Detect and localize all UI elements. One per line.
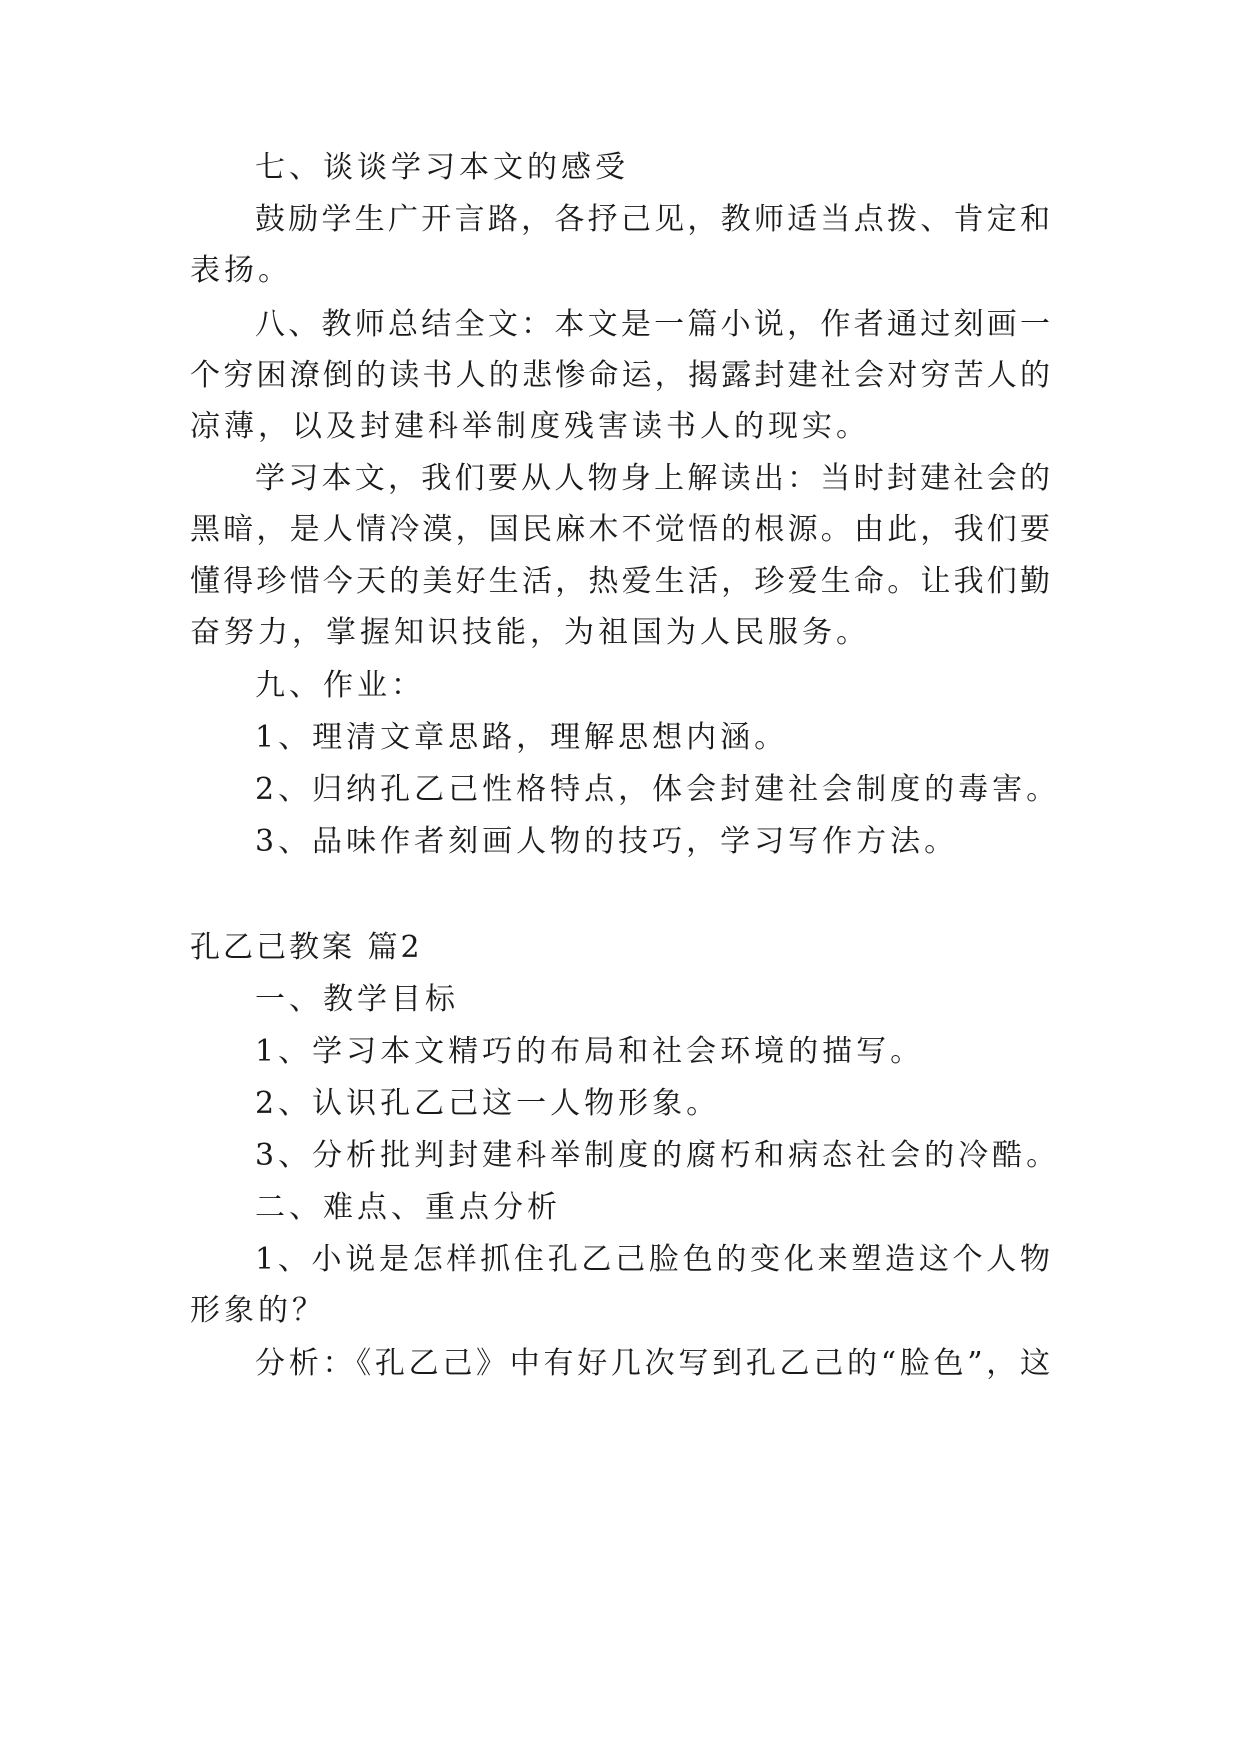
paragraph-line: 凉薄，以及封建科举制度残害读书人的现实。	[190, 409, 870, 444]
homework-item: 1、理清文章思路，理解思想内涵。	[255, 720, 789, 755]
paragraph-line: 黑暗，是人情冷漠，国民麻木不觉悟的根源。由此，我们要	[190, 512, 1050, 547]
heading-one: 一、教学目标	[255, 982, 459, 1017]
paragraph-line: 奋努力，掌握知识技能，为祖国为人民服务。	[190, 615, 870, 650]
paragraph-line: 个穷困潦倒的读书人的悲惨命运，揭露封建社会对穷苦人的	[190, 358, 1050, 393]
analysis-line: 分析：《孔乙己》中有好几次写到孔乙己的“脸色”，这	[255, 1346, 1050, 1381]
section-title: 孔乙己教案 篇2	[190, 930, 423, 965]
goal-item: 3、分析批判封建科举制度的腐朽和病态社会的冷酷。	[255, 1138, 1061, 1173]
question-line: 1、小说是怎样抓住孔乙己脸色的变化来塑造这个人物	[255, 1242, 1050, 1277]
homework-item: 2、归纳孔乙己性格特点，体会封建社会制度的毒害。	[255, 772, 1061, 807]
paragraph-line: 学习本文，我们要从人物身上解读出：当时封建社会的	[255, 461, 1050, 496]
paragraph-line: 懂得珍惜今天的美好生活，热爱生活，珍爱生命。让我们勤	[190, 564, 1050, 599]
paragraph-line: 表扬。	[190, 253, 292, 288]
heading-seven: 七、谈谈学习本文的感受	[255, 150, 629, 185]
goal-item: 2、认识孔乙己这一人物形象。	[255, 1086, 721, 1121]
heading-nine: 九、作业：	[255, 668, 425, 703]
paragraph-line: 鼓励学生广开言路，各抒己见，教师适当点拨、肯定和	[255, 202, 1050, 237]
homework-item: 3、品味作者刻画人物的技巧，学习写作方法。	[255, 824, 959, 859]
heading-two: 二、难点、重点分析	[255, 1190, 561, 1225]
heading-eight-line: 八、教师总结全文：本文是一篇小说，作者通过刻画一	[255, 307, 1050, 342]
goal-item: 1、学习本文精巧的布局和社会环境的描写。	[255, 1034, 925, 1069]
question-line: 形象的？	[190, 1293, 326, 1328]
